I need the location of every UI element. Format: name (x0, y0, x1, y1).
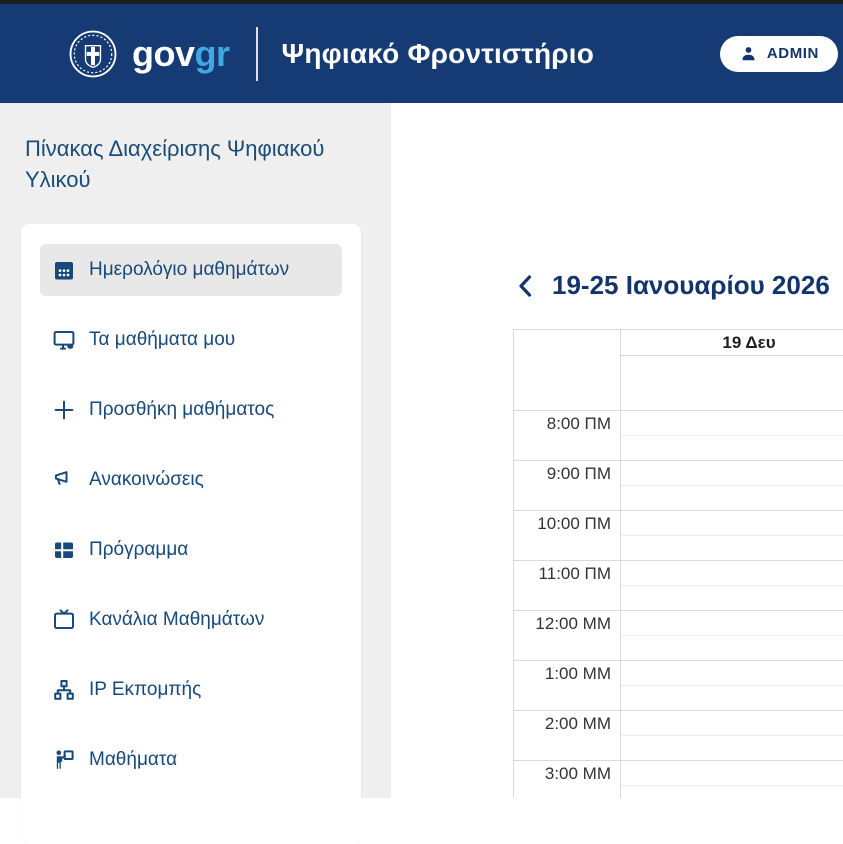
sidebar (0, 103, 391, 798)
time-slot-cell[interactable] (621, 511, 843, 560)
time-label: 12:00 ΜΜ (514, 611, 621, 660)
calendar-day-header-row (514, 330, 843, 356)
half-hour-line (621, 611, 843, 636)
half-hour-line (621, 561, 843, 586)
hour-row (514, 760, 843, 798)
greek-emblem-logo (68, 29, 118, 79)
sidebar-item-schedule[interactable] (40, 524, 342, 576)
sidebar-item-label: Κανάλια Μαθημάτων (89, 609, 265, 630)
previous-week-button[interactable] (516, 273, 534, 299)
all-day-cell[interactable] (621, 356, 843, 410)
all-day-row (514, 356, 843, 410)
sidebar-item-label: Προσθήκη μαθήματος (89, 399, 275, 420)
table-icon (52, 538, 76, 562)
time-slot-cell[interactable] (621, 411, 843, 460)
hour-row (514, 410, 843, 460)
hour-row (514, 610, 843, 660)
sidebar-item-label: IP Εκπομπής (89, 679, 202, 700)
sidebar-item-calendar[interactable] (40, 244, 342, 296)
time-label: 1:00 ΜΜ (514, 661, 621, 710)
chevron-left-icon (516, 273, 533, 299)
half-hour-line (621, 661, 843, 686)
sidebar-item-announcements[interactable] (40, 454, 342, 506)
half-hour-line (621, 711, 843, 736)
calendar-grid (513, 329, 843, 798)
time-label: 2:00 ΜΜ (514, 711, 621, 760)
time-slot-cell[interactable] (621, 611, 843, 660)
all-day-gutter (514, 356, 621, 410)
sidebar-item-label: Τα μαθήματα μου (89, 329, 236, 350)
monitor-icon (52, 328, 76, 352)
app-header (0, 4, 843, 103)
network-icon (52, 678, 76, 702)
sidebar-item-ip-broadcast[interactable] (40, 664, 342, 716)
time-slot-cell[interactable] (621, 661, 843, 710)
time-slot-cell[interactable] (621, 461, 843, 510)
time-slot-cell[interactable] (621, 711, 843, 760)
week-title: 19-25 Ιανουαρίου 2026 (552, 270, 830, 300)
tv-icon (52, 608, 76, 632)
sidebar-item-my-lessons[interactable] (40, 314, 342, 366)
day-header-mon-19[interactable]: 19 Δευ (621, 330, 843, 356)
hour-row (514, 660, 843, 710)
plus-icon (52, 398, 76, 422)
header-divider (256, 27, 258, 81)
time-slot-cell[interactable] (621, 761, 843, 798)
hour-row (514, 710, 843, 760)
sidebar-item-label: Ανακοινώσεις (89, 469, 204, 490)
half-hour-line (621, 511, 843, 536)
time-label: 8:00 ΠΜ (514, 411, 621, 460)
time-label: 9:00 ΠΜ (514, 461, 621, 510)
calendar-icon (52, 258, 76, 282)
admin-label: ADMIN (766, 45, 819, 62)
half-hour-line (621, 461, 843, 486)
sidebar-item-label: Ημερολόγιο μαθημάτων (89, 259, 290, 280)
sidebar-title: Πίνακας Διαχείρισης Ψηφιακού Υλικού (25, 136, 325, 192)
sidebar-item-add-lesson[interactable] (40, 384, 342, 436)
sidebar-item-label: Πρόγραμμα (89, 539, 189, 560)
time-gutter-header (514, 330, 621, 356)
time-label: 10:00 ΠΜ (514, 511, 621, 560)
main-content (391, 103, 843, 798)
logo-gov-text: gov (132, 32, 195, 74)
megaphone-icon (52, 468, 76, 492)
half-hour-line (621, 761, 843, 786)
app-title: Ψηφιακό Φροντιστήριο (281, 37, 595, 69)
teacher-icon (52, 748, 76, 772)
sidebar-item-lessons[interactable] (40, 734, 342, 786)
time-slot-cell[interactable] (621, 561, 843, 610)
time-label: 11:00 ΠΜ (514, 561, 621, 610)
logo-gr-text: gr (194, 32, 230, 74)
admin-user-button[interactable] (720, 36, 838, 72)
sidebar-item-label: Μαθήματα (89, 749, 178, 770)
govgr-logo[interactable] (132, 33, 230, 75)
sidebar-item-lesson-channels[interactable] (40, 594, 342, 646)
time-label: 3:00 ΜΜ (514, 761, 621, 798)
person-icon (739, 44, 758, 63)
hour-row (514, 510, 843, 560)
sidebar-menu-card (21, 224, 361, 844)
calendar-header (516, 270, 830, 301)
half-hour-line (621, 411, 843, 436)
hour-row (514, 460, 843, 510)
hour-row (514, 560, 843, 610)
